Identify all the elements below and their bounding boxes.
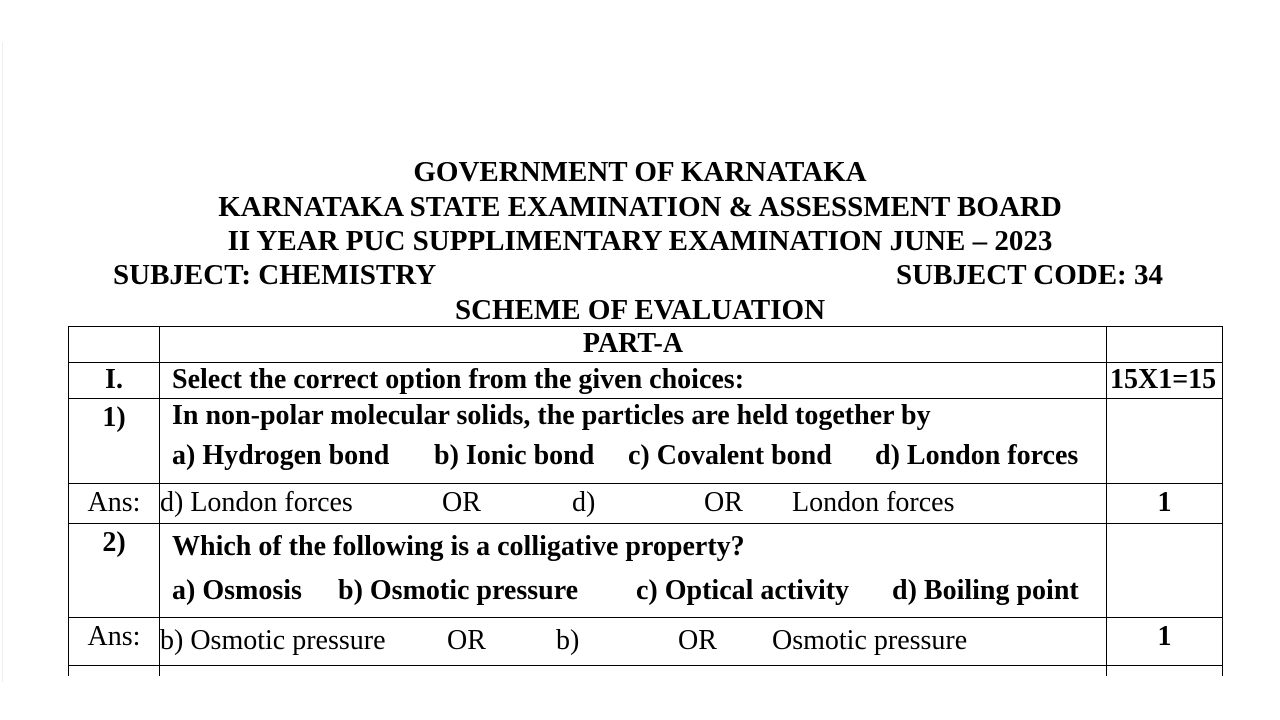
option-d: d) London forces — [875, 440, 1079, 471]
answer-label: Ans: — [69, 484, 160, 524]
answer-label: Ans: — [69, 618, 160, 666]
answer-letter: d) — [572, 487, 596, 518]
section-instruction: Select the correct option from the given choices: — [160, 363, 1107, 399]
option-d: d) Boiling point — [892, 575, 1079, 606]
option-c: c) Optical activity — [636, 575, 850, 606]
question-cell — [160, 524, 1107, 618]
answer-cell — [160, 618, 1107, 666]
header-board: KARNATAKA STATE EXAMINATION & ASSESSMENT BOARD — [218, 191, 1062, 223]
empty-cell — [1107, 524, 1223, 618]
answer-full: b) Osmotic pressure — [160, 625, 386, 656]
question-cell — [160, 399, 1107, 484]
section-number: I. — [69, 363, 160, 399]
question-text: Which of the following is a colligative property? — [172, 531, 745, 562]
question-options — [160, 439, 1106, 473]
question-text: In non-polar molecular solids, the particles are held together by — [172, 400, 931, 431]
part-row — [69, 327, 1223, 363]
answer-mark: 1 — [1107, 618, 1223, 666]
question-number: 2) — [69, 524, 160, 618]
answer-mark: 1 — [1107, 484, 1223, 524]
question-row — [69, 399, 1223, 484]
answer-text: Osmotic pressure — [772, 625, 968, 656]
empty-cell — [1107, 327, 1223, 363]
empty-cell — [1107, 399, 1223, 484]
option-b: b) Osmotic pressure — [338, 575, 579, 606]
subject-label: SUBJECT: CHEMISTRY — [113, 259, 437, 291]
subject-code-label: SUBJECT CODE: 34 — [896, 259, 1163, 291]
option-b: b) Ionic bond — [434, 440, 595, 471]
answer-or: OR — [442, 487, 481, 518]
answer-text: London forces — [792, 487, 955, 518]
answer-or: OR — [704, 487, 743, 518]
section-marks: 15X1=15 — [1107, 363, 1223, 399]
answer-row — [69, 618, 1223, 666]
answer-cell — [160, 484, 1107, 524]
question-options — [160, 574, 1106, 608]
bottom-crop — [60, 676, 1240, 720]
option-c: c) Covalent bond — [628, 440, 832, 471]
answer-or: OR — [678, 625, 717, 656]
question-number: 1) — [69, 399, 160, 484]
evaluation-table — [68, 326, 1223, 686]
section-row — [69, 363, 1223, 399]
scheme-title: SCHEME OF EVALUATION — [454, 294, 826, 326]
part-title: PART-A — [160, 327, 1107, 363]
header-exam: II YEAR PUC SUPPLIMENTARY EXAMINATION JUNE – 2023 — [227, 225, 1053, 257]
empty-cell — [69, 327, 160, 363]
question-row — [69, 524, 1223, 618]
answer-row — [69, 484, 1223, 524]
option-a: a) Hydrogen bond — [172, 440, 390, 471]
answer-letter: b) — [556, 625, 580, 656]
page-edge — [2, 42, 3, 682]
option-a: a) Osmosis — [172, 575, 302, 606]
header-government: GOVERNMENT OF KARNATAKA — [413, 156, 867, 188]
answer-full: d) London forces — [160, 487, 353, 518]
answer-or: OR — [447, 625, 486, 656]
